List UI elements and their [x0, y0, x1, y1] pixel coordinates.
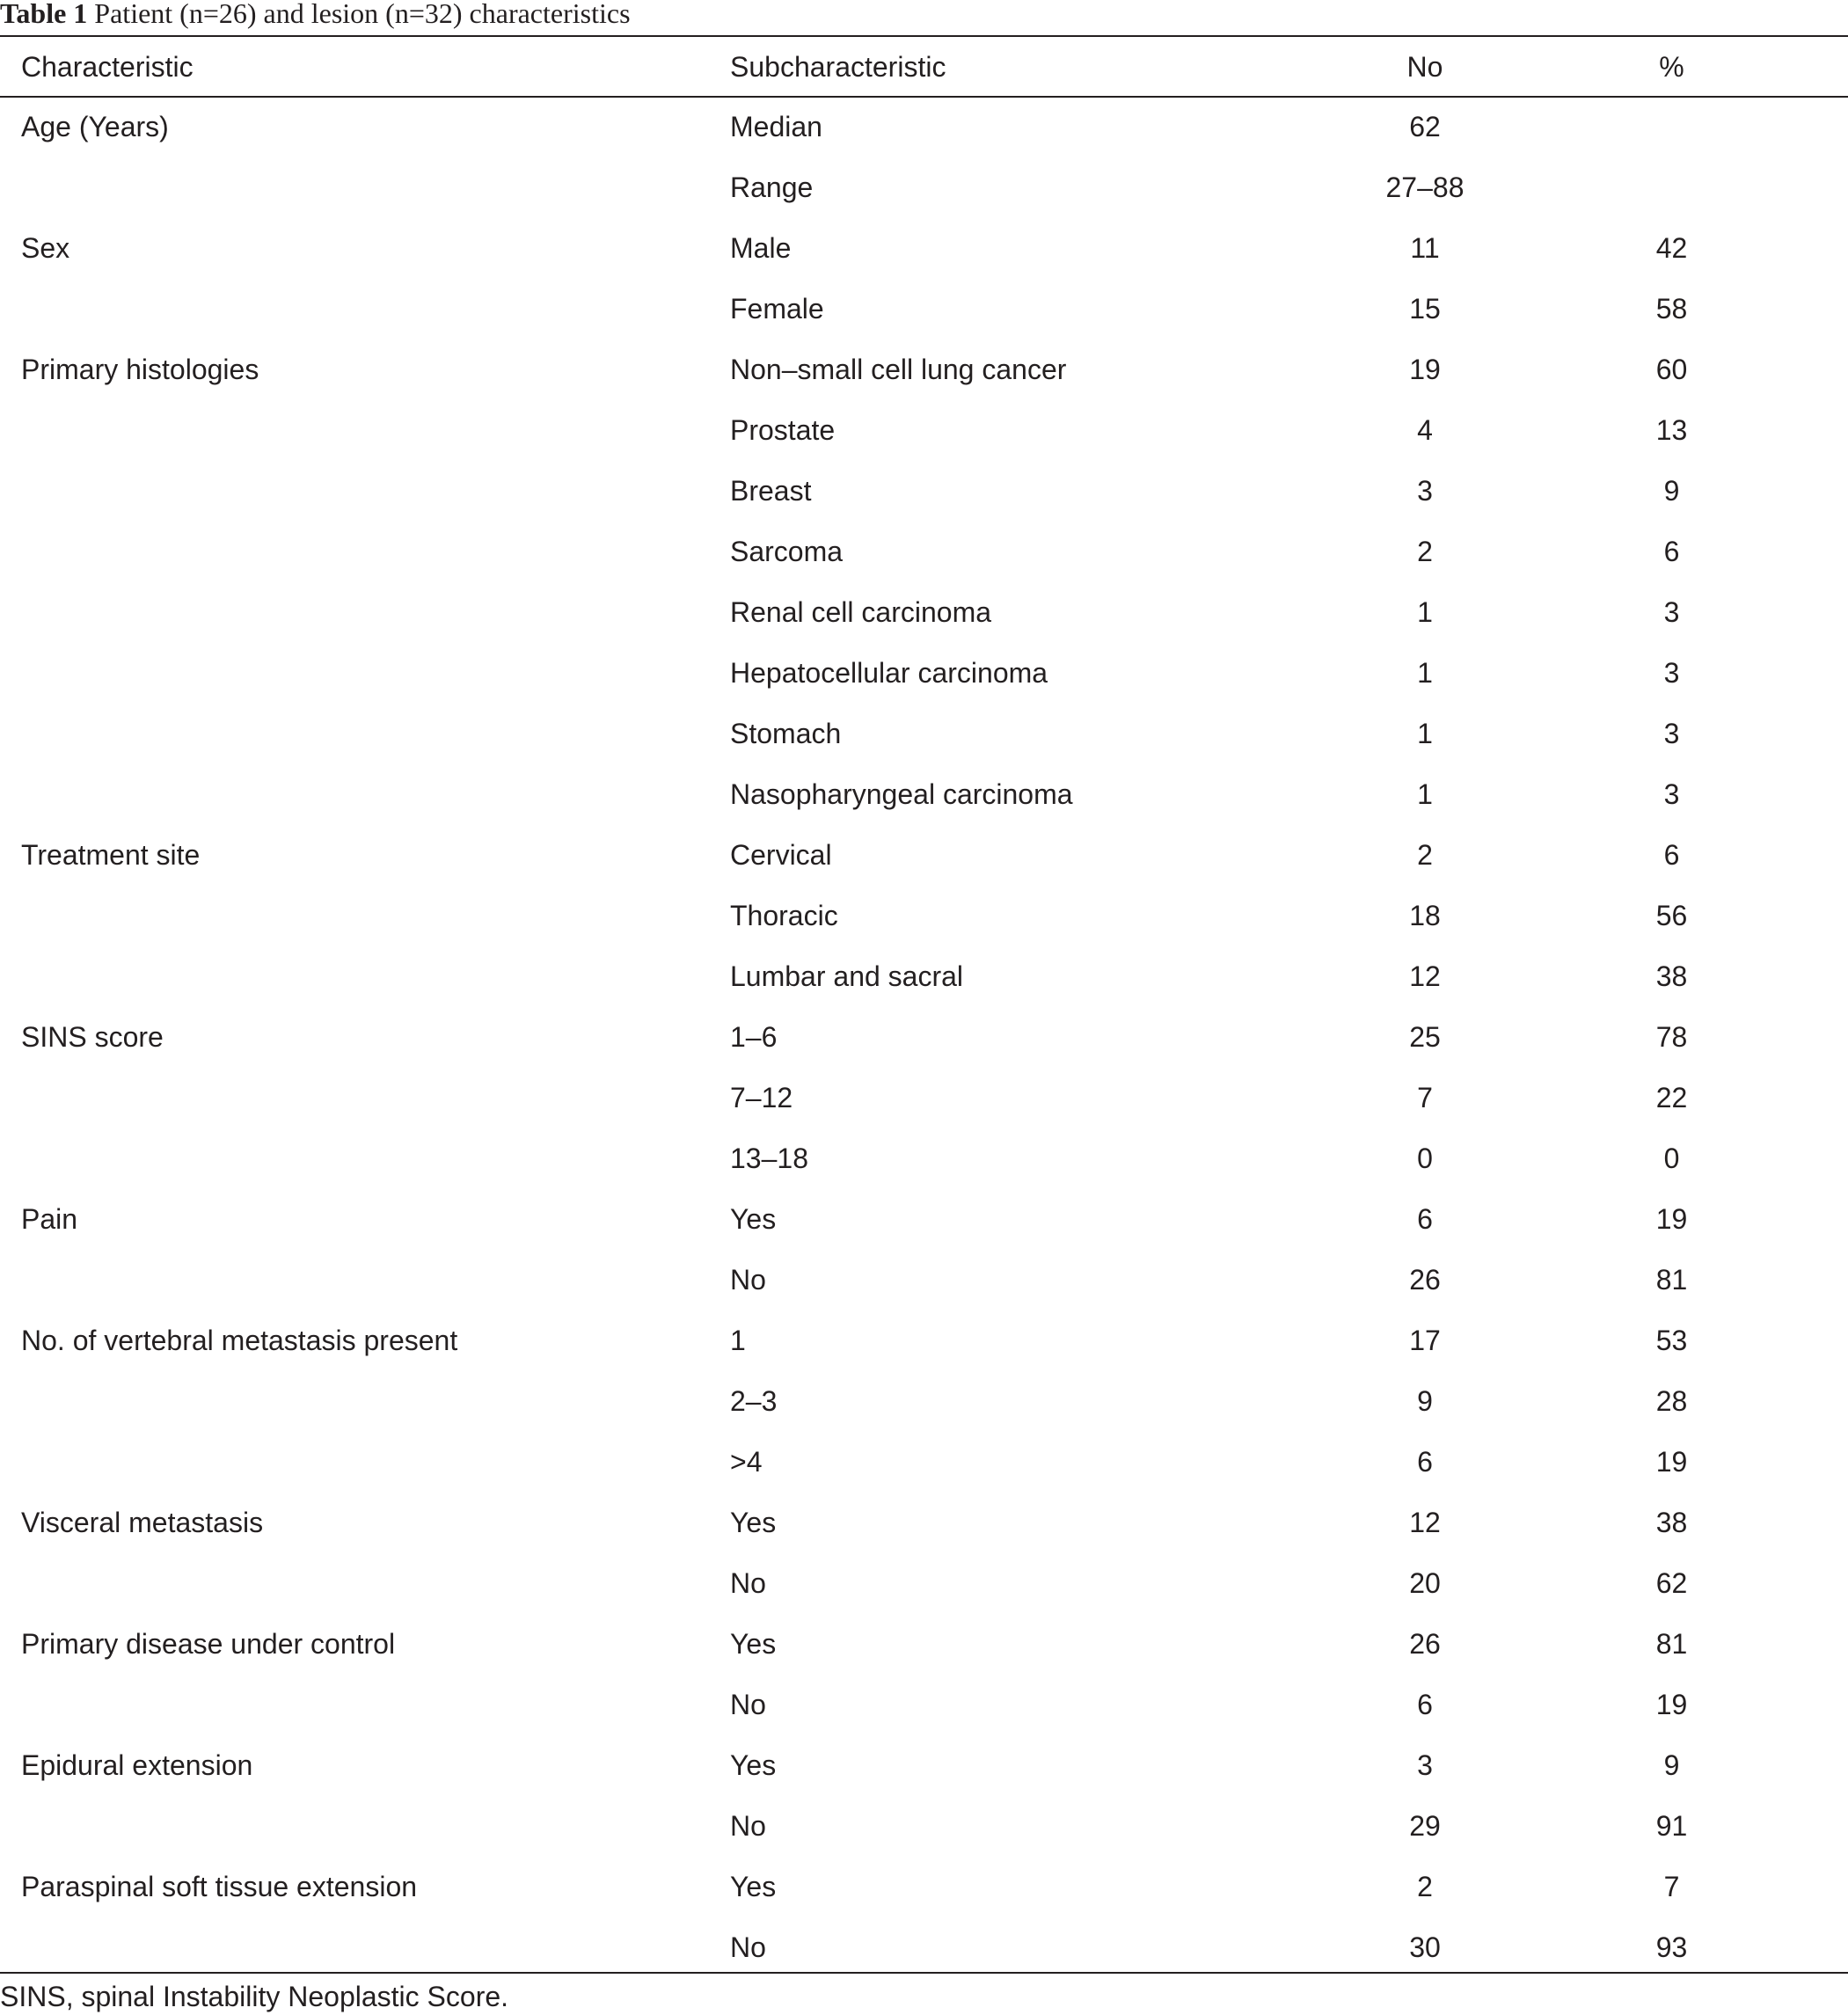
- cell-percent: 38: [1655, 1507, 1688, 1538]
- characteristics-table: [0, 37, 1848, 1978]
- cell-percent: [1548, 97, 1848, 157]
- cell-characteristic: [0, 946, 730, 1007]
- cell-characteristic: Paraspinal soft tissue extension: [21, 1871, 418, 1902]
- table-footnote: SINS, spinal Instability Neoplastic Score.: [0, 1981, 509, 2012]
- table-row: [0, 1735, 1848, 1796]
- cell-percent: 91: [1655, 1810, 1688, 1842]
- table-row: [0, 1917, 1848, 1978]
- cell-subcharacteristic: Yes: [730, 1628, 777, 1660]
- cell-characteristic: No. of vertebral metastasis present: [21, 1325, 458, 1356]
- cell-characteristic: [0, 522, 730, 582]
- cell-characteristic: [0, 1796, 730, 1857]
- table-caption: [0, 0, 631, 33]
- table-row: [0, 157, 1848, 218]
- cell-characteristic: Age (Years): [21, 111, 169, 142]
- table-row: [0, 339, 1848, 400]
- cell-percent: 58: [1655, 293, 1688, 325]
- table-row: [0, 461, 1848, 522]
- cell-percent: 19: [1655, 1446, 1688, 1478]
- cell-percent: 22: [1655, 1082, 1688, 1113]
- table-row: [0, 1857, 1848, 1917]
- table-row: [0, 400, 1848, 461]
- table-row: [0, 522, 1848, 582]
- cell-subcharacteristic: Yes: [730, 1203, 777, 1235]
- cell-percent: [1548, 157, 1848, 218]
- cell-percent: 62: [1655, 1567, 1688, 1599]
- cell-no: 0: [1417, 1143, 1433, 1174]
- table-header-row: [0, 37, 1848, 97]
- table-row: [0, 1614, 1848, 1675]
- cell-no: 27–88: [1385, 172, 1465, 203]
- table-row: [0, 218, 1848, 279]
- table-row: [0, 1493, 1848, 1553]
- cell-no: 6: [1417, 1689, 1433, 1720]
- cell-no: 2: [1417, 839, 1433, 871]
- table-row: [0, 97, 1848, 157]
- cell-percent: 81: [1655, 1264, 1688, 1296]
- cell-subcharacteristic: No: [730, 1567, 766, 1599]
- table-caption-title: Patient (n=26) and lesion (n=32) characteristics: [94, 0, 631, 29]
- cell-subcharacteristic: Cervical: [730, 839, 832, 871]
- cell-no: 7: [1417, 1082, 1433, 1113]
- cell-percent: 42: [1655, 232, 1688, 264]
- cell-subcharacteristic: No: [730, 1931, 766, 1963]
- cell-subcharacteristic: Breast: [730, 475, 812, 507]
- table-row: [0, 1128, 1848, 1189]
- cell-characteristic: Visceral metastasis: [21, 1507, 264, 1538]
- cell-characteristic: [0, 1553, 730, 1614]
- cell-characteristic: [0, 400, 730, 461]
- cell-no: 18: [1409, 900, 1441, 931]
- cell-subcharacteristic: Sarcoma: [730, 536, 844, 567]
- table-row: [0, 1371, 1848, 1432]
- cell-subcharacteristic: Yes: [730, 1507, 777, 1538]
- cell-subcharacteristic: Range: [730, 172, 814, 203]
- cell-subcharacteristic: Prostate: [730, 414, 836, 446]
- cell-no: 19: [1409, 354, 1441, 385]
- column-header-subcharacteristic: Subcharacteristic: [730, 50, 946, 83]
- cell-percent: 3: [1663, 657, 1680, 689]
- cell-no: 3: [1417, 475, 1433, 507]
- table-row: [0, 1675, 1848, 1735]
- cell-percent: 3: [1663, 596, 1680, 628]
- cell-no: 15: [1409, 293, 1441, 325]
- cell-subcharacteristic: Yes: [730, 1749, 777, 1781]
- cell-percent: 9: [1663, 1749, 1680, 1781]
- cell-percent: 78: [1655, 1021, 1688, 1053]
- table-row: [0, 704, 1848, 764]
- cell-subcharacteristic: >4: [730, 1446, 763, 1478]
- table-row: [0, 946, 1848, 1007]
- cell-percent: 56: [1655, 900, 1688, 931]
- cell-subcharacteristic: Median: [730, 111, 822, 142]
- cell-characteristic: [0, 704, 730, 764]
- cell-percent: 3: [1663, 718, 1680, 749]
- table-row: [0, 643, 1848, 704]
- cell-no: 26: [1409, 1628, 1441, 1660]
- table-row: [0, 1250, 1848, 1310]
- cell-no: 29: [1409, 1810, 1441, 1842]
- cell-no: 2: [1417, 536, 1433, 567]
- cell-subcharacteristic: 1: [730, 1325, 746, 1356]
- cell-characteristic: Pain: [21, 1203, 78, 1235]
- cell-characteristic: [0, 643, 730, 704]
- cell-no: 25: [1409, 1021, 1441, 1053]
- cell-no: 6: [1417, 1446, 1433, 1478]
- cell-percent: 3: [1663, 778, 1680, 810]
- cell-no: 2: [1417, 1871, 1433, 1902]
- table-row: [0, 1068, 1848, 1128]
- table-row: [0, 1796, 1848, 1857]
- table-row: [0, 279, 1848, 339]
- cell-no: 9: [1417, 1385, 1433, 1417]
- cell-characteristic: [0, 886, 730, 946]
- cell-subcharacteristic: 2–3: [730, 1385, 778, 1417]
- cell-characteristic: [0, 764, 730, 825]
- cell-no: 26: [1409, 1264, 1441, 1296]
- cell-no: 17: [1409, 1325, 1441, 1356]
- column-header-characteristic: Characteristic: [21, 50, 194, 83]
- cell-no: 62: [1409, 111, 1441, 142]
- cell-characteristic: [0, 1068, 730, 1128]
- cell-percent: 9: [1663, 475, 1680, 507]
- cell-no: 1: [1417, 778, 1433, 810]
- cell-subcharacteristic: Non–small cell lung cancer: [730, 354, 1067, 385]
- cell-characteristic: [0, 582, 730, 643]
- cell-percent: 28: [1655, 1385, 1688, 1417]
- cell-characteristic: Treatment site: [21, 839, 201, 871]
- cell-no: 3: [1417, 1749, 1433, 1781]
- cell-subcharacteristic: Hepatocellular carcinoma: [730, 657, 1048, 689]
- cell-characteristic: [0, 1250, 730, 1310]
- cell-no: 1: [1417, 718, 1433, 749]
- cell-no: 4: [1417, 414, 1433, 446]
- cell-percent: 93: [1655, 1931, 1688, 1963]
- cell-characteristic: Primary disease under control: [21, 1628, 396, 1660]
- cell-percent: 60: [1655, 354, 1688, 385]
- cell-no: 30: [1409, 1931, 1441, 1963]
- column-header-no: No: [1406, 50, 1443, 83]
- cell-percent: 6: [1663, 839, 1680, 871]
- cell-subcharacteristic: Renal cell carcinoma: [730, 596, 992, 628]
- cell-subcharacteristic: Yes: [730, 1871, 777, 1902]
- cell-percent: 0: [1663, 1143, 1680, 1174]
- cell-characteristic: [0, 1675, 730, 1735]
- cell-percent: 19: [1655, 1689, 1688, 1720]
- cell-subcharacteristic: Female: [730, 293, 824, 325]
- cell-characteristic: Sex: [21, 232, 70, 264]
- cell-characteristic: [0, 1432, 730, 1493]
- cell-percent: 7: [1663, 1871, 1680, 1902]
- cell-subcharacteristic: Lumbar and sacral: [730, 960, 964, 992]
- cell-no: 1: [1417, 596, 1433, 628]
- cell-subcharacteristic: No: [730, 1810, 766, 1842]
- table-row: [0, 825, 1848, 886]
- cell-subcharacteristic: Male: [730, 232, 792, 264]
- cell-no: 11: [1410, 232, 1440, 264]
- table-row: [0, 582, 1848, 643]
- cell-subcharacteristic: 7–12: [730, 1082, 793, 1113]
- cell-no: 1: [1417, 657, 1433, 689]
- table-row: [0, 1189, 1848, 1250]
- table-row: [0, 764, 1848, 825]
- cell-characteristic: [0, 461, 730, 522]
- cell-no: 12: [1409, 960, 1441, 992]
- cell-no: 6: [1417, 1203, 1433, 1235]
- cell-subcharacteristic: Nasopharyngeal carcinoma: [730, 778, 1073, 810]
- cell-percent: 13: [1655, 414, 1688, 446]
- cell-characteristic: Epidural extension: [21, 1749, 253, 1781]
- cell-no: 20: [1409, 1567, 1441, 1599]
- table-body: [0, 97, 1848, 1978]
- cell-percent: 19: [1655, 1203, 1688, 1235]
- column-header-percent: %: [1659, 50, 1684, 83]
- cell-subcharacteristic: No: [730, 1264, 766, 1296]
- cell-percent: 6: [1663, 536, 1680, 567]
- table-row: [0, 1553, 1848, 1614]
- cell-subcharacteristic: Thoracic: [730, 900, 838, 931]
- cell-percent: 81: [1655, 1628, 1688, 1660]
- cell-characteristic: [0, 1371, 730, 1432]
- table-row: [0, 1432, 1848, 1493]
- cell-subcharacteristic: 1–6: [730, 1021, 778, 1053]
- cell-characteristic: Primary histologies: [21, 354, 259, 385]
- cell-percent: 38: [1655, 960, 1688, 992]
- cell-percent: 53: [1655, 1325, 1688, 1356]
- table-row: [0, 1007, 1848, 1068]
- table-row: [0, 1310, 1848, 1371]
- cell-subcharacteristic: No: [730, 1689, 766, 1720]
- cell-characteristic: SINS score: [21, 1021, 164, 1053]
- cell-characteristic: [0, 157, 730, 218]
- cell-characteristic: [0, 279, 730, 339]
- cell-subcharacteristic: Stomach: [730, 718, 842, 749]
- table-caption-label: Table 1: [0, 0, 88, 29]
- cell-characteristic: [0, 1917, 730, 1978]
- cell-subcharacteristic: 13–18: [730, 1143, 808, 1174]
- cell-characteristic: [0, 1128, 730, 1189]
- table-row: [0, 886, 1848, 946]
- cell-no: 12: [1409, 1507, 1441, 1538]
